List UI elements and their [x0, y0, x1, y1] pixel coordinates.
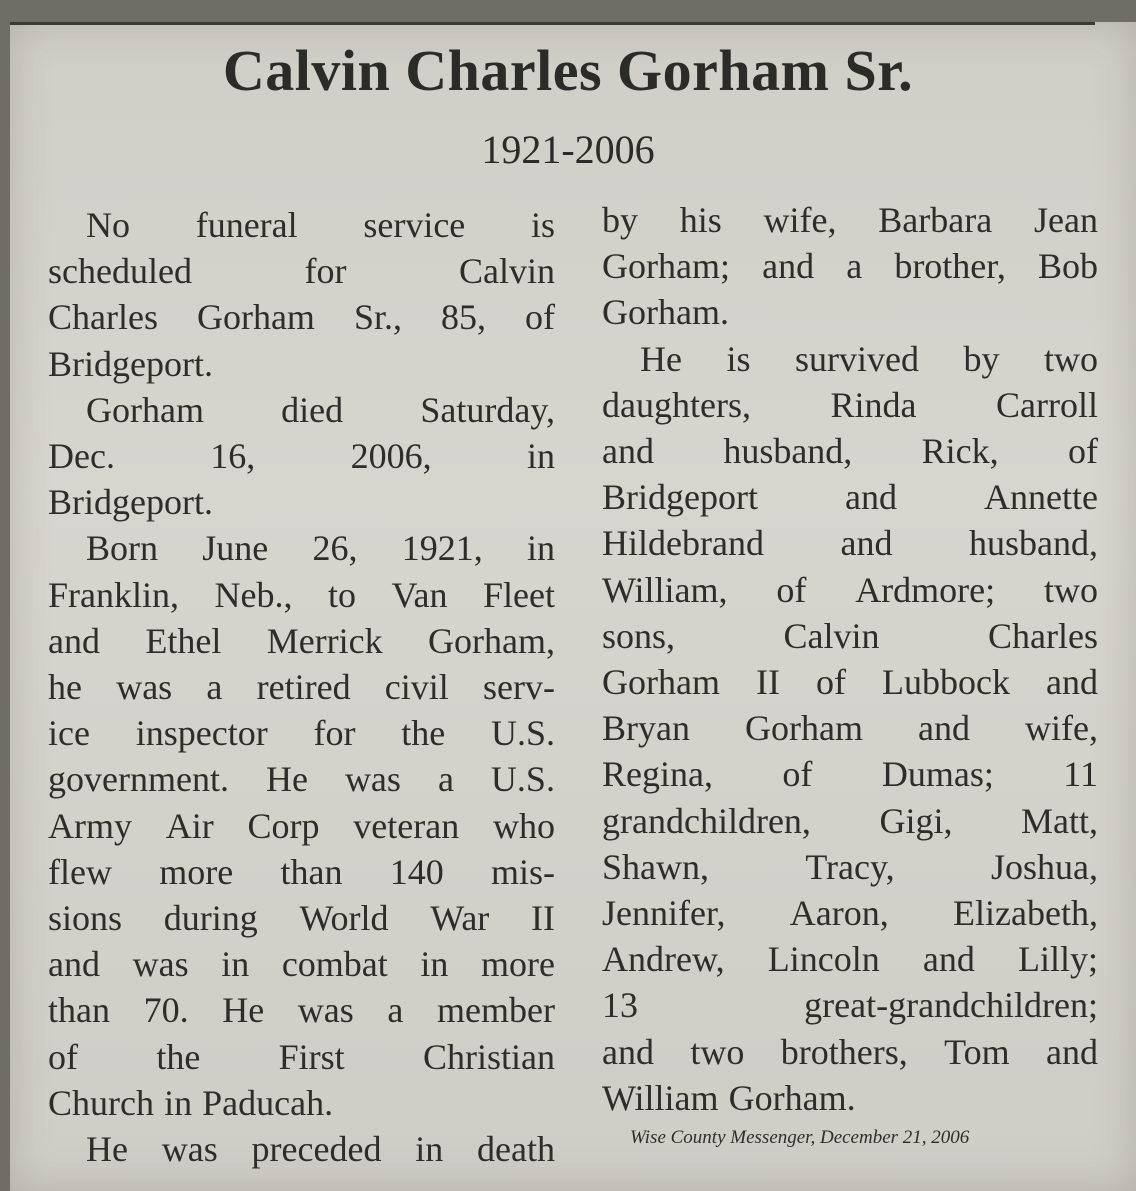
text-line: Gorham. — [602, 292, 729, 333]
text-line: Dec. 16, 2006, in — [48, 436, 555, 476]
text-line: than 70. He was a member — [48, 990, 555, 1031]
text-line: of the First Christian — [48, 1036, 555, 1077]
text-line: and two brothers, Tom and — [602, 1031, 1098, 1072]
text-line: William, of Ardmore; two — [602, 569, 1098, 610]
text-line: daughters, Rinda Carroll — [602, 384, 1098, 425]
text-line: Born June 26, 1921, in — [86, 528, 555, 569]
text-line: Bridgeport. — [48, 482, 213, 523]
text-line: Bridgeport and Annette — [602, 477, 1098, 518]
top-rule — [10, 22, 1095, 25]
text-line: flew more than 140 mis- — [48, 851, 555, 892]
text-line: and was in combat in more — [48, 944, 555, 985]
text-line: Charles Gorham Sr., 85, of — [48, 297, 555, 338]
text-line: scheduled for Calvin — [48, 251, 555, 292]
text-line: and husband, Rick, of — [602, 431, 1098, 471]
life-dates: 1921-2006 — [481, 127, 655, 172]
text-line: Andrew, Lincoln and Lilly; — [602, 939, 1098, 980]
text-line: Hildebrand and husband, — [602, 523, 1098, 564]
text-line: sons, Calvin Charles — [602, 615, 1098, 656]
text-line: He is survived by two — [640, 338, 1098, 379]
text-line: he was a retired civil serv- — [48, 667, 555, 707]
text-line: and Ethel Merrick Gorham, — [48, 620, 555, 661]
obituary-title: Calvin Charles Gorham Sr. — [222, 38, 914, 103]
text-line: 13 great-grandchildren; — [602, 985, 1098, 1026]
text-line: Bridgeport. — [48, 343, 213, 384]
text-line: Shawn, Tracy, Joshua, — [602, 846, 1098, 887]
source-credit: Wise County Messenger, December 21, 2006 — [630, 1127, 970, 1148]
text-line: ice inspector for the U.S. — [48, 713, 555, 754]
text-line: Bryan Gorham and wife, — [602, 708, 1098, 749]
text-line: government. He was a U.S. — [48, 759, 555, 800]
text-line: No funeral service is — [86, 205, 555, 245]
text-line: Gorham II of Lubbock and — [602, 662, 1098, 702]
text-line: William Gorham. — [602, 1077, 856, 1118]
text-line: Regina, of Dumas; 11 — [602, 754, 1098, 795]
text-line: by his wife, Barbara Jean — [602, 200, 1098, 240]
text-line: Franklin, Neb., to Van Fleet — [48, 574, 555, 615]
text-line: He was preceded in death — [86, 1129, 555, 1169]
text-line: Gorham died Saturday, — [86, 389, 555, 430]
text-line: Jennifer, Aaron, Elizabeth, — [602, 893, 1098, 933]
text-line: Church in Paducah. — [48, 1082, 334, 1123]
text-line: Gorham; and a brother, Bob — [602, 246, 1098, 287]
text-line: Army Air Corp veteran who — [48, 805, 555, 846]
text-line: sions during World War II — [48, 898, 555, 938]
text-line: grandchildren, Gigi, Matt, — [602, 800, 1098, 841]
